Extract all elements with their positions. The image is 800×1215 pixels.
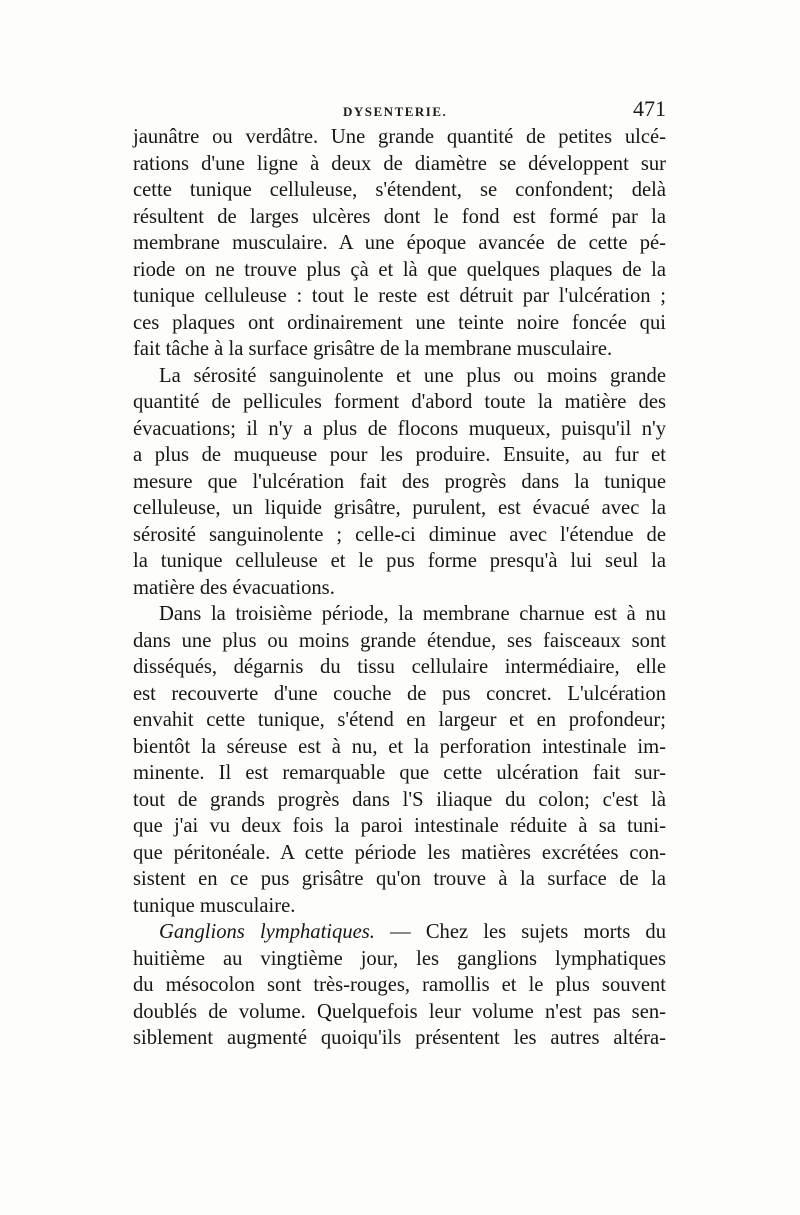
text-line: a plus de muqueuse pour les produire. Ensuite, au fur et: [133, 444, 666, 466]
text-line: huitième au vingtième jour, les ganglions lymphatiques: [133, 947, 666, 970]
text-line: que j'ai vu deux fois la paroi intestinale réduite à sa tuni-: [133, 815, 666, 837]
text-line: fait tâche à la surface grisâtre de la membrane musculaire.: [133, 338, 613, 360]
text-line: du mésocolon sont très-rouges, ramollis et le plus souvent: [133, 974, 666, 996]
text-line: résultent de larges ulcères dont le fond est formé par la: [133, 205, 666, 228]
text-line: tunique musculaire.: [133, 894, 296, 917]
page-number: 471: [633, 96, 666, 121]
text-line: sistent en ce pus grisâtre qu'on trouve à la surface de la: [133, 868, 666, 890]
text-line: membrane musculaire. A une époque avancée de cette pé-: [133, 232, 666, 254]
text-line: Dans la troisième période, la membrane charnue est à nu: [159, 603, 666, 625]
text-line: siblement augmenté quoiqu'ils présentent les autres altéra-: [133, 1027, 666, 1049]
running-title: DYSENTERIE.: [343, 104, 448, 119]
text-line: que péritonéale. A cette période les matières excrétées con-: [133, 841, 666, 864]
body-text: [133, 124, 666, 1052]
text-line: La sérosité sanguinolente et une plus ou moins grande: [159, 364, 666, 387]
text-line: sérosité sanguinolente ; celle-ci diminue avec l'étendue de: [133, 523, 666, 546]
text-line: envahit cette tunique, s'étend en largeur et en profondeur;: [133, 709, 666, 731]
text-line: bientôt la séreuse est à nu, et la perforation intestinale im-: [133, 735, 666, 758]
text-line: évacuations; il n'y a plus de flocons muqueux, puisqu'il n'y: [133, 417, 666, 440]
section-heading-line: [133, 919, 666, 946]
text-line: rations d'une ligne à deux de diamètre se développent sur: [133, 152, 666, 175]
text-line: doublés de volume. Quelquefois leur volume n'est pas sen-: [133, 1000, 666, 1023]
text-line: matière des évacuations.: [133, 576, 335, 599]
text-line: disséqués, dégarnis du tissu cellulaire intermédiaire, elle: [133, 656, 666, 678]
text-line: dans une plus ou moins grande étendue, ses faisceaux sont: [133, 629, 666, 652]
text-line: ces plaques ont ordinairement une teinte noire foncée qui: [133, 311, 666, 334]
text-line: jaunâtre ou verdâtre. Une grande quantité de petites ulcé-: [133, 126, 666, 148]
text-line: tout de grands progrès dans l'S iliaque du colon; c'est là: [133, 788, 666, 811]
text-line: cette tunique celluleuse, s'étendent, se confondent; delà: [133, 179, 666, 201]
section-text: — Chez les sujets morts du: [374, 921, 666, 943]
text-line: mesure que l'ulcération fait des progrès dans la tunique: [133, 470, 666, 493]
text-line: est recouverte d'une couche de pus concret. L'ulcération: [133, 682, 666, 705]
text-line: la tunique celluleuse et le pus forme presqu'à lui seul la: [133, 550, 666, 572]
text-line: minente. Il est remarquable que cette ulcération fait sur-: [133, 762, 666, 784]
text-line: celluleuse, un liquide grisâtre, purulent, est évacué avec la: [133, 497, 666, 519]
section-heading: Ganglions lymphatiques.: [159, 921, 375, 943]
text-line: tunique celluleuse : tout le reste est détruit par l'ulcération ;: [133, 285, 666, 307]
text-line: riode on ne trouve plus çà et là que quelques plaques de la: [133, 258, 666, 281]
text-line: quantité de pellicules forment d'abord toute la matière des: [133, 391, 666, 413]
